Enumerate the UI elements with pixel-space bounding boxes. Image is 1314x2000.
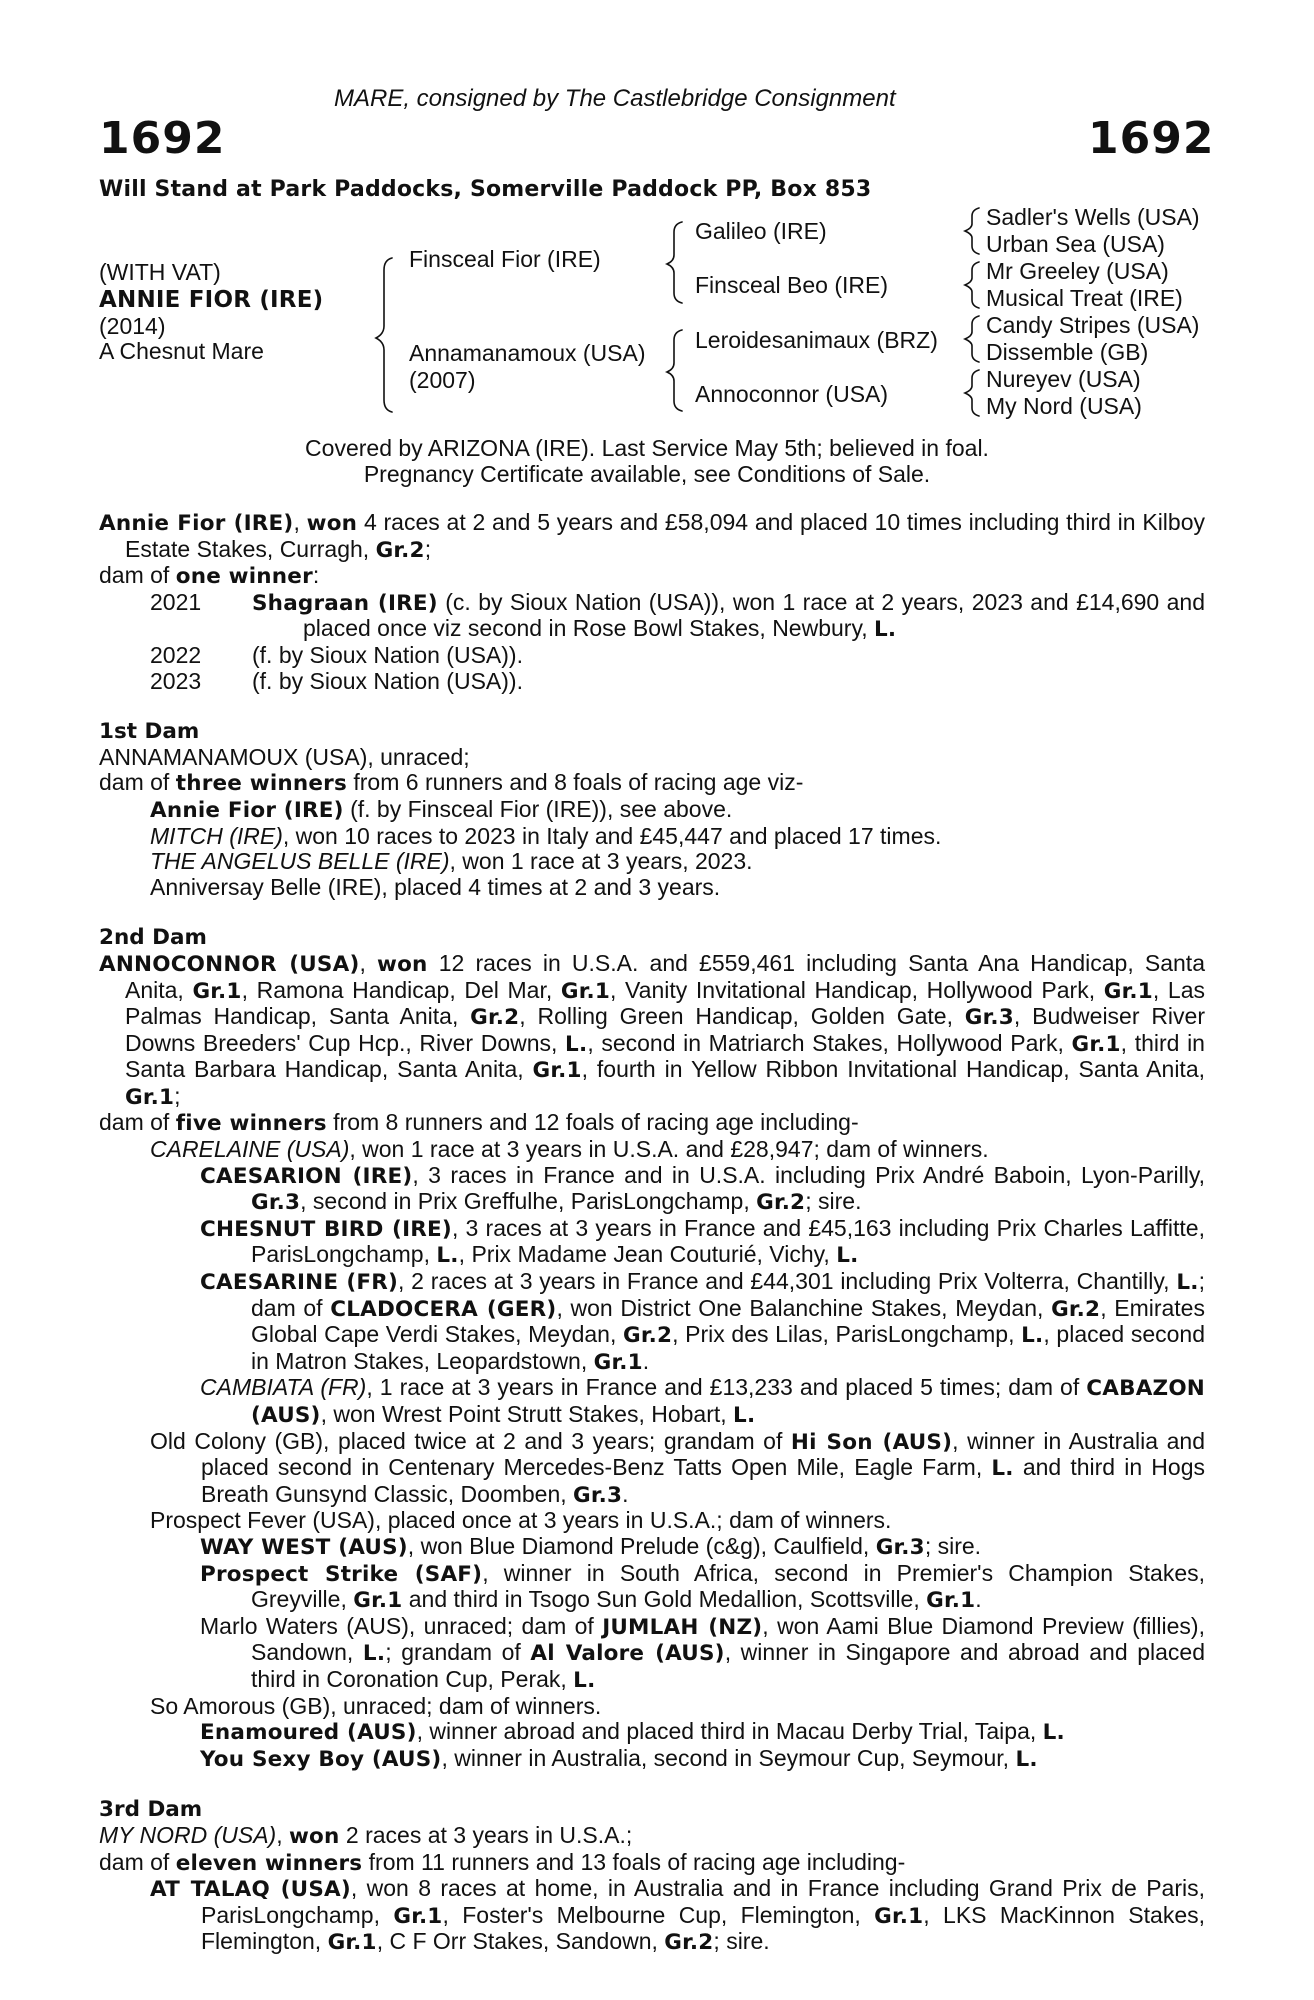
first-dam-progeny: Anniversay Belle (IRE), placed 4 times at 2 and 3 years. (150, 873, 721, 900)
grade: L. (436, 1243, 459, 1269)
second-dam-record: ANNOCONNOR (USA), won 12 races in U.S.A. and £559,461 including Santa Ana Handicap, Santa Anita, Gr.1, Ramona Handicap, Del Mar, Gr.1, Vanity Invitational Handicap, Hollywood Park, Gr.1, Las Palmas Handicap, Santa Anita, Gr.2, Rolling Green Handicap, Golden Gate, Gr.3, Budweiser River Downs Breeders' Cup Hcp., River Downs, L., second in Matriarch Stakes, Hollywood Park, Gr.1, third in Santa Barbara Handicap, Santa Anita, Gr.1, fourth in Yellow Ribbon Invitational Handicap, Santa Anita, Gr.1; (99, 949, 1206, 1110)
grand-progeny (200, 1534, 1205, 1561)
progeny-detail: , winner in Australia, second in Seymour Cup, Seymour, (441, 1744, 1016, 1771)
progeny-text (252, 590, 1205, 643)
progeny-year: 2023 (150, 667, 202, 694)
pedigree-dam: Annamanamoux (USA) (409, 340, 646, 366)
grade: L. (836, 1243, 859, 1269)
progeny-detail: (c. by Sioux Nation (USA)), won 1 race at 2 years, 2023 and £14,690 and placed once viz second in Rose Bowl Stakes, Newbury, (303, 588, 1205, 642)
grade: Gr.3 (875, 1534, 925, 1560)
dam-name: ANNOCONNOR (USA) (99, 951, 360, 977)
progeny-detail: . (975, 1586, 982, 1613)
entry-paragraph: Annie Fior (IRE), won 4 races at 2 and 5 years and £58,094 and placed 10 times including third in Kilboy Estate Stakes, Curragh, Gr.2; (99, 509, 1206, 563)
grade: Gr.1 (532, 1058, 582, 1084)
record-text: , Las Palmas Handicap, Santa Anita, (125, 976, 1205, 1030)
grade: Gr.2 (1051, 1296, 1101, 1322)
grade: Gr.2 (375, 537, 425, 563)
dam-of-text: dam of (99, 562, 176, 589)
second-dam-progeny (150, 1137, 1205, 1163)
record-text: , Vanity Invitational Handicap, Hollywood Park, (610, 976, 1104, 1003)
progeny-detail: ; dam of (251, 1268, 1205, 1321)
pedigree-ddd: My Nord (USA) (986, 393, 1142, 419)
progeny-detail: , 1 race at 3 years in France and £13,233 and placed 5 times; dam of (366, 1374, 1087, 1401)
progeny-detail: , won Blue Diamond Prelude (c&g), Caulfield, (407, 1532, 876, 1559)
grand-progeny (200, 1719, 1205, 1746)
grade: Gr.3 (251, 1190, 301, 1216)
progeny-row (150, 643, 1205, 669)
progeny-name: CAESARION (IRE) (200, 1163, 413, 1189)
record-text: , Ramona Handicap, Del Mar, (241, 976, 561, 1003)
third-dam-record: MY NORD (USA), won 2 races at 3 years in U.S.A.; (99, 1821, 633, 1849)
grade: Gr.2 (756, 1190, 806, 1216)
progeny-detail: , won Wrest Point Strutt Stakes, Hobart, (320, 1401, 734, 1427)
progeny-name: CHESNUT BIRD (IRE) (200, 1216, 452, 1242)
dam-name: MY NORD (USA) (99, 1821, 277, 1848)
progeny-detail: ; sire. (713, 1928, 770, 1955)
grade: Gr.1 (393, 1903, 443, 1929)
grade: Gr.1 (353, 1588, 403, 1614)
progeny-detail: (f. by Sioux Nation (USA)). (252, 667, 523, 694)
progeny-name: Al Valore (AUS) (530, 1641, 725, 1667)
won-label: won (377, 951, 428, 977)
brace-sire-side (667, 222, 682, 303)
progeny-name: Annie Fior (IRE) (150, 797, 344, 823)
grade: L. (1015, 1746, 1038, 1772)
first-dam-progeny (150, 797, 1205, 824)
pedigree-dam-dam: Annoconnor (USA) (695, 381, 889, 407)
grade: L. (362, 1641, 386, 1667)
progeny-text (252, 669, 1205, 695)
progeny-name: CAMBIATA (FR) (200, 1374, 367, 1401)
progeny-detail: , 3 races in France and in U.S.A. including Prix André Baboin, Lyon-Parilly, (412, 1161, 1205, 1188)
grade: Gr.1 (125, 1084, 175, 1110)
catalogue-body (99, 510, 1205, 1956)
progeny-name: CABAZON (AUS) (251, 1376, 1206, 1428)
record-text: 2 races at 3 years in U.S.A.; (339, 1821, 633, 1848)
second-dam-of (99, 1110, 1205, 1137)
grand-progeny (200, 1746, 1205, 1773)
grade: Gr.1 (327, 1930, 377, 1956)
progeny-name: CAESARINE (FR) (200, 1270, 399, 1296)
progeny-detail: and third in Hogs Breath Gunsynd Classic, Doomben, (201, 1454, 1205, 1507)
progeny-name: CLADOCERA (GER) (330, 1296, 557, 1322)
brace-finsceal-beo (965, 262, 979, 308)
covered-line: Covered by ARIZONA (IRE). Last Service May 5th; believed in foal. (305, 435, 989, 461)
first-dam-heading: 1st Dam (99, 719, 200, 745)
progeny-row (150, 669, 1205, 695)
grade: Gr.1 (926, 1588, 976, 1614)
winners-count: five winners (175, 1111, 327, 1137)
second-dam-progeny: Prospect Fever (USA), placed once at 3 years in U.S.A.; dam of winners. (150, 1507, 892, 1534)
progeny-detail: , 2 races at 3 years in France and £44,301 including Prix Volterra, Chantilly, (398, 1268, 1177, 1295)
grade: Gr.2 (664, 1930, 714, 1956)
progeny-row (150, 590, 1205, 643)
grade: Gr.1 (1103, 978, 1153, 1004)
progeny-name: WAY WEST (AUS) (200, 1534, 408, 1560)
pedigree-dds: Nureyev (USA) (986, 366, 1141, 392)
grade: Gr.1 (560, 978, 611, 1004)
progeny-name: You Sexy Boy (AUS) (200, 1746, 442, 1772)
record-text: , Budweiser River Downs Breeders' Cup Hcp., River Downs, (125, 1003, 1205, 1056)
lot-number-right: 1692 (1088, 113, 1215, 164)
grade: L. (874, 617, 897, 643)
lot-number-left: 1692 (99, 113, 226, 164)
progeny-detail: ; grandam of (385, 1639, 531, 1666)
progeny-detail: , C F Orr Stakes, Sandown, (376, 1928, 665, 1955)
horse-year: (2014) (99, 312, 166, 339)
entry-dam-of (99, 563, 1205, 590)
progeny-detail: , Foster's Melbourne Cup, Flemington, (442, 1901, 875, 1928)
progeny-detail: , Prix Madame Jean Couturié, Vichy, (458, 1241, 837, 1268)
brace-leroidesanimaux (965, 316, 979, 362)
progeny-name: THE ANGELUS BELLE (IRE) (150, 848, 450, 875)
third-dam-progeny (150, 1876, 1205, 1956)
vat-label: (WITH VAT) (99, 259, 221, 285)
progeny-detail: , winner in South Africa, second in Premier's Champion Stakes, Greyville, (251, 1559, 1205, 1613)
progeny-detail: , won 10 races to 2023 in Italy and £45,447 and placed 17 times. (282, 822, 942, 849)
progeny-detail: , Prix des Lilas, ParisLongchamp, (672, 1321, 1022, 1348)
entry-name: Annie Fior (IRE) (99, 511, 294, 536)
brace-annoconnor (965, 370, 979, 416)
dam-of-text: from 8 runners and 12 foals of racing age including- (326, 1109, 859, 1136)
pregnancy-line: Pregnancy Certificate available, see Conditions of Sale. (363, 460, 931, 487)
first-dam-progeny (150, 824, 1205, 850)
dam-of-text: : (312, 562, 320, 589)
record-text: , second in Matriarch Stakes, Hollywood Park, (587, 1029, 1072, 1056)
progeny-detail: Old Colony (GB), placed twice at 2 and 3 years; grandam of (150, 1427, 791, 1454)
grade: Gr.3 (964, 1005, 1014, 1031)
progeny-detail: , won 1 race at 3 years, 2023. (449, 848, 753, 875)
entry-text: 4 races at 2 and 5 years and £58,094 and placed 10 times including third in Kilboy Estate Stakes, Curragh, (125, 509, 1206, 562)
progeny-detail: , winner in Singapore and abroad and placed third in Coronation Cup, Perak, (251, 1639, 1205, 1692)
pedigree-dam-year: (2007) (409, 367, 476, 393)
winners-count: three winners (175, 771, 347, 797)
record-text: 12 races in U.S.A. and £559,461 including Santa Ana Handicap, Santa Anita, (125, 949, 1205, 1003)
grand-progeny (200, 1216, 1205, 1269)
stand-location: Will Stand at Park Paddocks, Somerville Paddock PP, Box 853 (99, 177, 872, 202)
record-text: , third in Santa Barbara Handicap, Santa Anita, (125, 1029, 1205, 1083)
grade: L. (733, 1403, 756, 1428)
grade: Gr.2 (470, 1005, 520, 1031)
pedigree-sire: Finsceal Fior (IRE) (409, 246, 601, 272)
pedigree-dss: Candy Stripes (USA) (986, 312, 1200, 338)
progeny-detail: , won 1 race at 3 years in U.S.A. and £28,947; dam of winners. (349, 1136, 989, 1163)
dam-of-text: dam of (99, 1109, 176, 1136)
pedigree-dsd: Dissemble (GB) (986, 339, 1149, 365)
progeny-detail: ; sire. (805, 1188, 862, 1215)
progeny-detail: and third in Tsogo Sun Gold Medallion, Scottsville, (402, 1586, 927, 1613)
progeny-detail: (f. by Finsceal Fior (IRE)), see above. (343, 795, 733, 822)
grade: Gr.1 (1071, 1031, 1121, 1057)
grade: Gr.1 (874, 1903, 924, 1929)
brace-dam-side (667, 330, 682, 411)
progeny-detail: (f. by Sioux Nation (USA)). (252, 641, 523, 668)
pedigree-sire-sire: Galileo (IRE) (695, 218, 827, 244)
progeny-detail: , won 8 races at home, in Australia and in France including Grand Prix de Paris, ParisLongchamp, (201, 1875, 1205, 1928)
won-label: won (306, 511, 358, 536)
progeny-year: 2022 (150, 641, 202, 668)
progeny-detail: , winner abroad and placed third in Macau Derby Trial, Taipa, (416, 1718, 1043, 1745)
horse-description: A Chesnut Mare (99, 338, 264, 365)
entry-end: ; (424, 535, 432, 562)
first-dam-progeny (150, 849, 1205, 875)
progeny-name: AT TALAQ (USA) (150, 1877, 351, 1903)
progeny-name: CARELAINE (USA) (150, 1136, 350, 1163)
progeny-name: Enamoured (AUS) (200, 1720, 417, 1746)
brace-generation-1 (376, 258, 392, 412)
consignment-line: MARE, consigned by The Castlebridge Consignment (334, 85, 896, 112)
pedigree-sds: Mr Greeley (USA) (986, 258, 1169, 284)
dam-of-text: dam of (99, 769, 176, 796)
progeny-detail: , won Aami Blue Diamond Preview (fillies), Sandown, (251, 1612, 1205, 1666)
record-text: , fourth in Yellow Ribbon Invitational Handicap, Santa Anita, (581, 1056, 1206, 1083)
third-dam-heading: 3rd Dam (99, 1797, 203, 1823)
third-dam-of (99, 1850, 1205, 1877)
grade: Gr.1 (593, 1349, 643, 1375)
progeny-detail: , second in Prix Greffulhe, ParisLongchamp, (300, 1188, 757, 1215)
progeny-detail: Marlo Waters (AUS), unraced; dam of (200, 1612, 603, 1639)
pedigree-ssd: Urban Sea (USA) (986, 231, 1165, 257)
grade: L. (1042, 1720, 1065, 1746)
dam-of-text: from 11 runners and 13 foals of racing age including- (362, 1848, 906, 1875)
grade: Gr.2 (623, 1323, 673, 1349)
grade: L. (565, 1031, 588, 1057)
winners-count: eleven winners (175, 1850, 363, 1876)
record-text: ; (174, 1082, 181, 1109)
grade: L. (1021, 1323, 1044, 1349)
second-dam-progeny (150, 1429, 1205, 1509)
progeny-name: Shagraan (IRE) (252, 590, 438, 616)
dam-of-text: dam of (99, 1848, 176, 1875)
progeny-detail: , Emirates Global Cape Verdi Stakes, Meydan, (251, 1294, 1205, 1348)
grand-progeny (200, 1269, 1205, 1375)
progeny-detail: ; sire. (924, 1532, 982, 1559)
first-dam-line: ANNAMANAMOUX (USA), unraced; (99, 743, 470, 770)
progeny-detail: . (642, 1347, 650, 1374)
progeny-year: 2021 (150, 588, 202, 615)
grade: L. (573, 1667, 596, 1693)
horse-name: ANNIE FIOR (IRE) (99, 286, 324, 313)
pedigree-dam-sire: Leroidesanimaux (BRZ) (695, 327, 938, 353)
dam-of-text: from 6 runners and 8 foals of racing age viz- (346, 769, 804, 796)
progeny-detail: , 3 races at 3 years in France and £45,163 including Prix Charles Laffitte, ParisLongchamp, (251, 1214, 1205, 1268)
first-dam-of (99, 770, 1205, 797)
grade: Gr.3 (573, 1482, 623, 1508)
second-dam-heading: 2nd Dam (99, 925, 207, 951)
grade: L. (1176, 1270, 1199, 1296)
progeny-text (252, 643, 1205, 669)
won-label: won (288, 1823, 340, 1849)
grand-progeny (200, 1163, 1205, 1216)
progeny-detail: , placed second in Matron Stakes, Leopardstown, (251, 1321, 1206, 1374)
grand-progeny (200, 1375, 1205, 1428)
second-dam-progeny: So Amorous (GB), unraced; dam of winners. (150, 1692, 602, 1719)
pedigree-sss: Sadler's Wells (USA) (986, 204, 1200, 230)
covering-info (0, 436, 1314, 487)
pedigree-sdd: Musical Treat (IRE) (986, 285, 1183, 311)
progeny-detail: , won District One Balanchine Stakes, Meydan, (556, 1294, 1052, 1321)
brace-galileo (965, 208, 979, 254)
record-text: , Rolling Green Handicap, Golden Gate, (519, 1003, 965, 1030)
progeny-name: JUMLAH (NZ) (602, 1614, 763, 1640)
grand-progeny (200, 1614, 1205, 1694)
progeny-detail: , LKS MacKinnon Stakes, Flemington, (201, 1901, 1206, 1955)
pedigree-sire-dam: Finsceal Beo (IRE) (695, 272, 889, 298)
progeny-detail: , winner in Australia and placed second in Centenary Mercedes-Benz Tatts Open Mile, Eagle Farm, (201, 1427, 1205, 1481)
winners-count: one winner (175, 564, 313, 590)
progeny-name: MITCH (IRE) (150, 822, 283, 849)
progeny-detail: . (622, 1480, 629, 1507)
grand-progeny (200, 1561, 1205, 1614)
grade: Gr.1 (192, 978, 242, 1004)
progeny-name: Prospect Strike (SAF) (200, 1561, 483, 1587)
progeny-name: Hi Son (AUS) (790, 1429, 953, 1455)
grade: L. (991, 1456, 1014, 1482)
